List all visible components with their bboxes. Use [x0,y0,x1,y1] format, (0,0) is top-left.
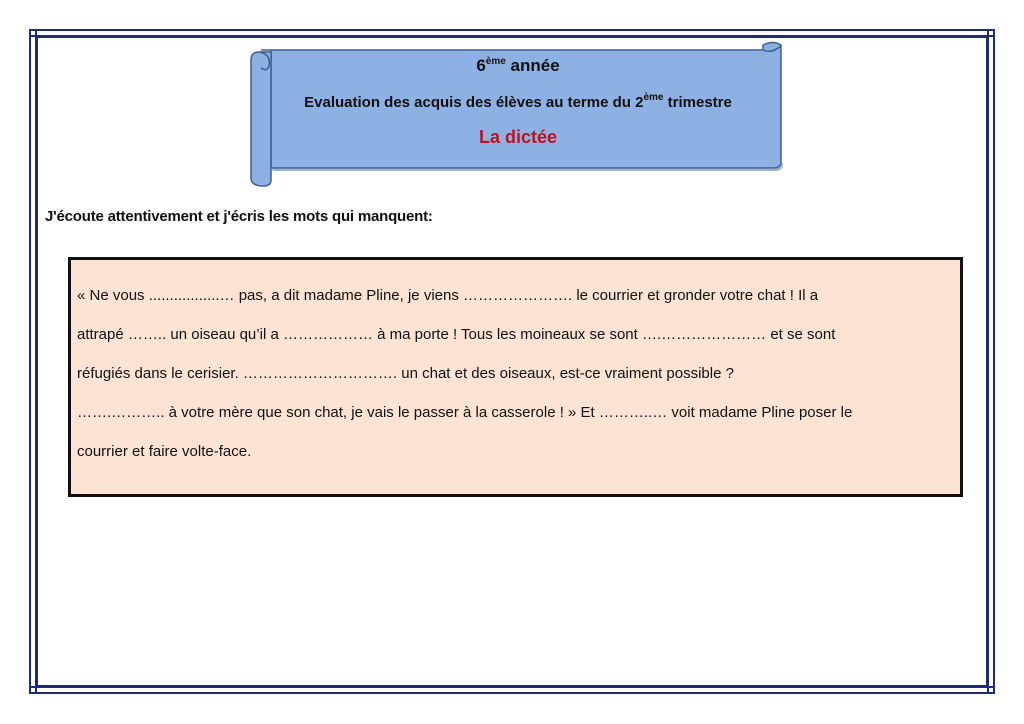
grade-heading [268,52,768,80]
frame-corner-top-right [987,29,995,37]
dictation-line: réfugiés dans le cerisier. …………………………. un chat et des oiseaux, est-ce vraiment possible ? [77,365,734,382]
grade-sup: ème [485,56,506,67]
instruction-text: J'écoute attentivement et j'écris les mots qui manquent: [45,208,433,225]
frame-corner-top-left [29,29,37,37]
dictation-line: « Ne vous .................… pas, a dit madame Pline, je viens …………………. le courrier et gronder votre chat ! Il a [77,287,819,304]
dictation-box [68,257,963,497]
grade-word: année [510,56,560,75]
frame-corner-bottom-right [987,686,995,694]
subtitle-text: Evaluation des acquis des élèves au terme du 2 [304,94,644,111]
frame-corner-bottom-left [29,686,37,694]
page-title: La dictée [478,127,558,147]
subtitle-sup: ème [643,92,664,103]
grade-number: 6 [476,56,486,75]
dictation-line: …….……….. à votre mère que son chat, je vais le passer à la casserole ! » Et ………..… voit madame Pline poser le [77,404,853,421]
subtitle-after: trimestre [667,94,732,111]
banner-text [268,52,768,148]
dictation-line: courrier et faire volte-face. [77,443,252,460]
dictation-line: attrapé …….. un oiseau qu’il a ……………… à ma porte ! Tous les moineaux se sont ….………………… et se sont [77,326,836,343]
subtitle [268,80,768,126]
